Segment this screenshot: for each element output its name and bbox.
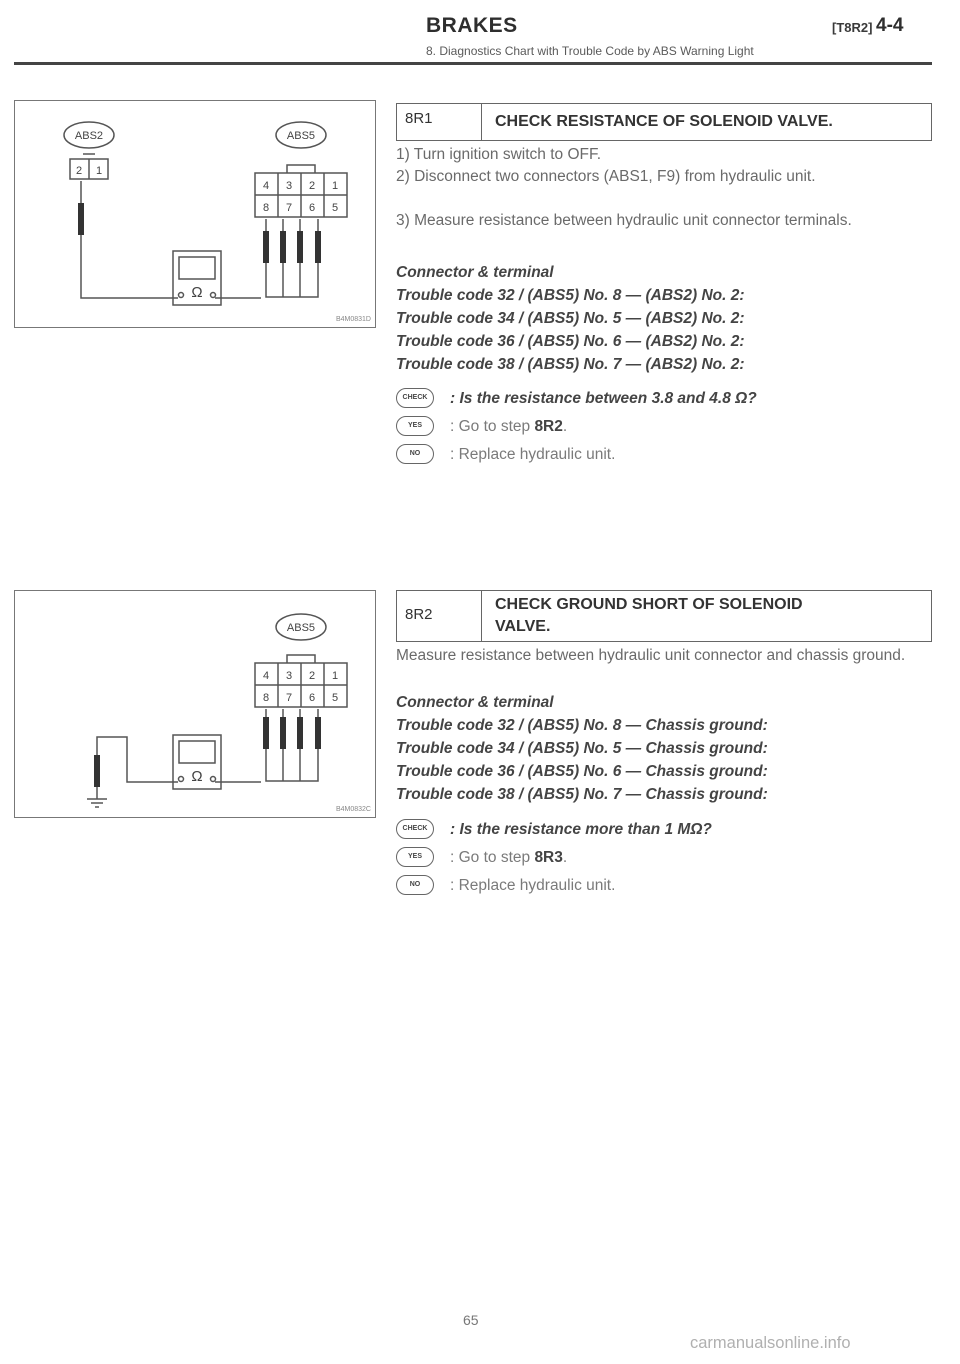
- yes-answer: : Go to step 8R2.: [450, 418, 568, 435]
- page-number: 65: [463, 1312, 479, 1328]
- watermark: carmanualsonline.info: [690, 1334, 851, 1352]
- pin-label: 6: [308, 692, 316, 704]
- pin-label: 8: [262, 692, 270, 704]
- ohm-symbol: Ω: [191, 768, 203, 785]
- terminal-line: Trouble code 34 / (ABS5) No. 5 — Chassis ground:: [396, 740, 768, 757]
- terminal-line: Trouble code 36 / (ABS5) No. 6 — (ABS2) No. 2:: [396, 333, 745, 350]
- step-link-8r3: 8R3: [534, 849, 563, 866]
- terminal-line: Trouble code 32 / (ABS5) No. 8 — (ABS2) No. 2:: [396, 287, 745, 304]
- page-section-number: 4-4: [876, 15, 904, 36]
- connector-label-abs5: ABS5: [286, 622, 316, 634]
- pin-label: 4: [262, 670, 270, 682]
- terminal-line: Trouble code 32 / (ABS5) No. 8 — Chassis ground:: [396, 717, 768, 734]
- check-badge: CHECK: [396, 388, 434, 408]
- no-answer: : Replace hydraulic unit.: [450, 877, 616, 894]
- pin-label: 3: [285, 670, 293, 682]
- terminal-heading: Connector & terminal: [396, 264, 554, 281]
- terminal-line: Trouble code 34 / (ABS5) No. 5 — (ABS2) No. 2:: [396, 310, 745, 327]
- step-id: 8R1: [405, 110, 433, 127]
- section-title: BRAKES: [426, 14, 518, 37]
- figure-code: B4M0832C: [335, 806, 371, 813]
- pin-label: 3: [285, 180, 293, 192]
- pin-label: 7: [285, 692, 293, 704]
- step-title: CHECK GROUND SHORT OF SOLENOID VALVE.: [495, 596, 803, 635]
- no-badge: NO: [396, 444, 434, 464]
- pin-label: 5: [331, 692, 339, 704]
- pin-label: 2: [75, 165, 83, 177]
- pin-label: 4: [262, 180, 270, 192]
- instruction-line: 1) Turn ignition switch to OFF.: [396, 146, 602, 163]
- pin-label: 1: [331, 670, 339, 682]
- terminal-line: Trouble code 38 / (ABS5) No. 7 — Chassis ground:: [396, 786, 768, 803]
- terminal-line: Trouble code 36 / (ABS5) No. 6 — Chassis ground:: [396, 763, 768, 780]
- pin-label: 2: [308, 180, 316, 192]
- no-answer: : Replace hydraulic unit.: [450, 446, 616, 463]
- instruction-line: Measure resistance between hydraulic unit connector and chassis ground.: [396, 647, 906, 664]
- pin-label: 2: [308, 670, 316, 682]
- figure-resistance-test: [14, 100, 376, 328]
- ohm-symbol: Ω: [191, 284, 203, 301]
- step-id: 8R2: [405, 606, 433, 623]
- yes-badge: YES: [396, 847, 434, 867]
- pin-label: 1: [331, 180, 339, 192]
- wiring-diagram-1: [15, 101, 375, 327]
- header-rule: [14, 62, 932, 65]
- pin-label: 6: [308, 202, 316, 214]
- terminal-heading: Connector & terminal: [396, 694, 554, 711]
- connector-label-abs5: ABS5: [286, 130, 316, 142]
- connector-label-abs2: ABS2: [74, 130, 104, 142]
- yes-answer: : Go to step 8R3.: [450, 849, 568, 866]
- instruction-line: 3) Measure resistance between hydraulic unit connector terminals.: [396, 212, 852, 229]
- step-header-8r1: [396, 103, 932, 141]
- pin-label: 1: [95, 165, 103, 177]
- yes-badge: YES: [396, 416, 434, 436]
- section-code: [T8R2]: [832, 20, 873, 35]
- step-title: CHECK RESISTANCE OF SOLENOID VALVE.: [495, 113, 833, 130]
- figure-code: B4M0831D: [335, 316, 371, 323]
- check-question: : Is the resistance between 3.8 and 4.8 Ω?: [450, 390, 757, 407]
- section-subtitle: 8. Diagnostics Chart with Trouble Code by ABS Warning Light: [426, 44, 754, 58]
- instruction-line: 2) Disconnect two connectors (ABS1, F9) from hydraulic unit.: [396, 168, 816, 185]
- pin-label: 7: [285, 202, 293, 214]
- no-badge: NO: [396, 875, 434, 895]
- terminal-line: Trouble code 38 / (ABS5) No. 7 — (ABS2) No. 2:: [396, 356, 745, 373]
- pin-label: 8: [262, 202, 270, 214]
- step-header-8r2: [396, 590, 932, 642]
- check-question: : Is the resistance more than 1 MΩ?: [450, 821, 712, 838]
- step-link-8r2: 8R2: [534, 418, 563, 435]
- check-badge: CHECK: [396, 819, 434, 839]
- pin-label: 5: [331, 202, 339, 214]
- figure-ground-short-test: [14, 590, 376, 818]
- wiring-diagram-2: [15, 591, 375, 817]
